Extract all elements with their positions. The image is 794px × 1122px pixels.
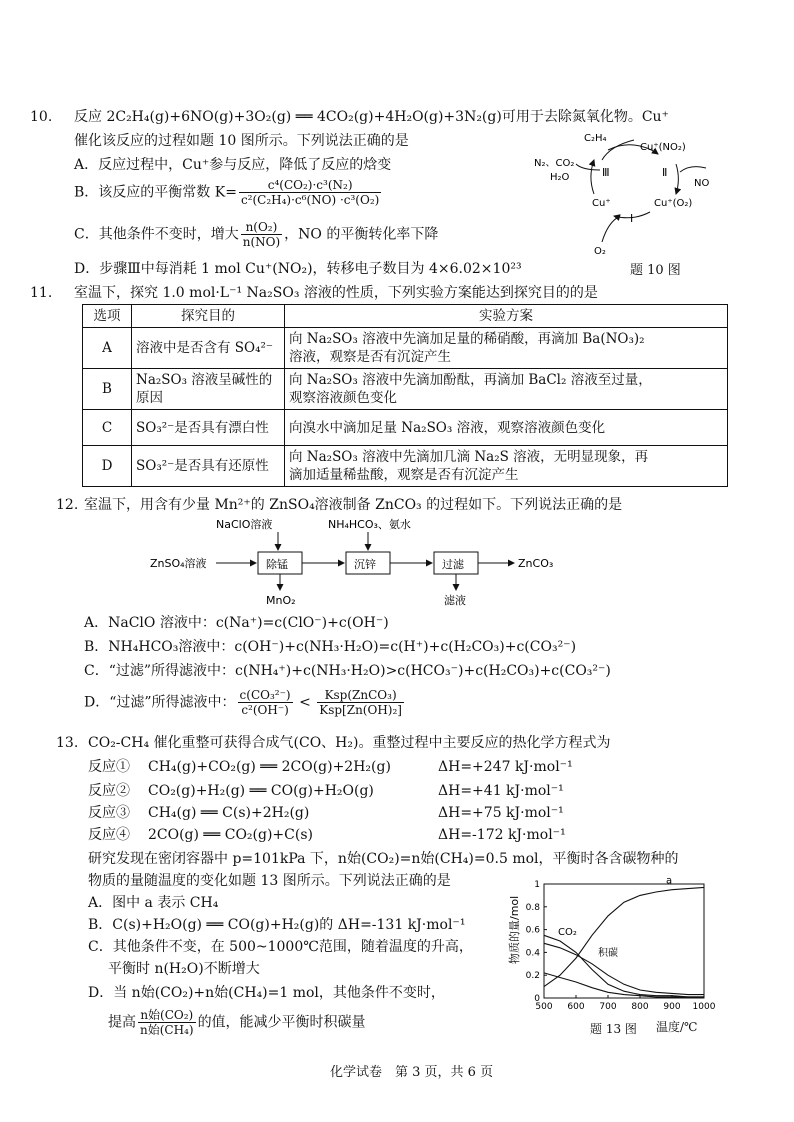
flow-box-filter-label: 过滤 <box>442 558 464 571</box>
flow-output-filtrate: 滤液 <box>444 594 466 607</box>
x-tick-label: 800 <box>631 1002 649 1012</box>
y-tick-label: 0 <box>534 994 540 1004</box>
series-label: CO₂ <box>558 927 577 938</box>
q13-reaction-1-eq: CH₄(g)+CO₂(g) ══ 2CO(g)+2H₂(g) <box>148 759 391 775</box>
q10-k-denominator: c²(C₂H₄)·c⁶(NO) ·c³(O₂) <box>240 193 380 207</box>
q10-ratio-denominator: n(NO) <box>242 235 281 249</box>
table-row <box>83 328 728 369</box>
q10-option-c-prefix: C．其他条件不变时，增大 <box>74 226 239 243</box>
q13-option-d-line2 <box>108 1008 366 1037</box>
q10-option-c-suffix: ，NO 的平衡转化率下降 <box>284 226 439 243</box>
table-row <box>83 369 728 410</box>
row-c-plan: 向溴水中滴加足量 Na₂SO₃ 溶液，观察溶液颜色变化 <box>285 410 728 446</box>
q13-option-d-line1: D．当 n始(CO₂)+n始(CH₄)=1 mol，其他条件不变时， <box>88 985 445 1001</box>
q10-k-numerator: c⁴(CO₂)·c³(N₂) <box>239 178 381 193</box>
q11-experiment-table <box>82 304 728 487</box>
row-d-goal: SO₃²⁻是否具有还原性 <box>132 446 285 487</box>
q13-option-a: A．图中 a 表示 CH₄ <box>88 895 219 911</box>
header-plan: 实验方案 <box>285 305 728 328</box>
cycle-c2h4-label: C₂H₄ <box>584 133 607 144</box>
cycle-n2co2-label: N₂、CO₂ <box>534 158 575 169</box>
header-goal: 探究目的 <box>132 305 285 328</box>
chart-y-axis-label: 物质的量/mol <box>508 895 521 964</box>
y-tick-label: 1 <box>534 880 540 890</box>
row-a-option: A <box>83 328 132 369</box>
y-tick-label: 0.4 <box>525 948 540 959</box>
q12-option-a: A．NaClO 溶液中：c(Na⁺)=c(ClO⁻)+c(OH⁻) <box>84 615 389 631</box>
header-option: 选项 <box>83 305 132 328</box>
q10-option-a: A．反应过程中，Cu⁺参与反应，降低了反应的焓变 <box>74 157 392 173</box>
table-header-row <box>83 305 728 328</box>
q13-reaction-3-dh: ΔH=+75 kJ·mol⁻¹ <box>438 805 564 821</box>
row-d-plan <box>285 446 728 487</box>
q13-reaction-2-dh: ΔH=+41 kJ·mol⁻¹ <box>438 783 564 799</box>
q12-option-d-prefix: D．“过滤”所得滤液中： <box>84 694 236 711</box>
row-b-plan <box>285 369 728 410</box>
row-a-goal: 溶液中是否含有 SO₄²⁻ <box>132 328 285 369</box>
row-d-plan-line2: 滴加适量稀盐酸，观察是否有沉淀产生 <box>289 467 519 483</box>
q13-reaction-4-eq: 2CO(g) ══ CO₂(g)+C(s) <box>148 827 313 843</box>
q11-number: 11. <box>30 285 53 301</box>
row-c-goal: SO₃²⁻是否具有漂白性 <box>132 410 285 446</box>
cycle-cuno2-label: Cu⁺(NO₂) <box>640 142 686 153</box>
row-d-option: D <box>83 446 132 487</box>
series-line-2 <box>544 943 704 994</box>
cycle-step2-label: Ⅱ <box>662 166 668 179</box>
q12-d-less-than: < <box>299 694 311 711</box>
q13-reaction-1-dh: ΔH=+247 kJ·mol⁻¹ <box>438 759 573 775</box>
row-c-option: C <box>83 410 132 446</box>
cycle-step3-label: Ⅲ <box>602 166 610 179</box>
page-footer: 化学试卷 第 3 页，共 6 页 <box>330 1065 494 1080</box>
series-label: 积碳 <box>598 947 618 959</box>
q13-d-denominator: n始(CH₄) <box>140 1023 194 1037</box>
q10-ratio-fraction <box>241 220 282 249</box>
q12-d-left-numerator: c(CO₃²⁻) <box>239 688 291 702</box>
cycle-h2o-label: H₂O <box>550 172 570 183</box>
q13-d-prefix: 提高 <box>108 1014 136 1031</box>
q10-stem-line1: 反应 2C₂H₄(g)+6NO(g)+3O₂(g) ══ 4CO₂(g)+4H₂O(g)+3N₂(g)可用于去除氮氧化物。Cu⁺ <box>74 109 669 125</box>
q13-chart-x-axis-label: 温度/℃ <box>656 1020 698 1034</box>
flow-box-demanganese-label: 除锰 <box>266 558 288 571</box>
q13-paragraph-line2: 物质的量随温度的变化如题 13 图所示。下列说法正确的是 <box>88 873 451 889</box>
q10-stem-line2: 催化该反应的过程如题 10 图所示。下列说法正确的是 <box>74 133 409 149</box>
flow-box-precipitate-zinc-label: 沉锌 <box>354 558 376 571</box>
cycle-no-label: NO <box>694 178 710 189</box>
q12-option-d <box>84 688 406 717</box>
cycle-step1-label: Ⅰ <box>630 212 634 225</box>
q10-k-fraction <box>239 178 381 207</box>
q13-paragraph-line1: 研究发现在密闭容器中 p=101kPa 下，n始(CO₂)=n始(CH₄)=0.5 mol，平衡时各含碳物种的 <box>88 851 679 867</box>
q13-option-c-line2: 平衡时 n(H₂O)不断增大 <box>108 961 260 977</box>
q10-number: 10. <box>30 109 53 125</box>
q10-cycle-diagram <box>530 124 730 272</box>
flow-start-znso4: ZnSO₄溶液 <box>150 557 207 570</box>
row-b-goal-line2: 原因 <box>136 390 163 406</box>
q12-flow-diagram <box>146 514 586 610</box>
table-row <box>83 410 728 446</box>
row-a-plan-line2: 溶液，观察是否有沉淀产生 <box>289 349 451 365</box>
table-row <box>83 446 728 487</box>
q13-d-numerator: n始(CO₂) <box>138 1008 196 1023</box>
q13-figure-caption: 题 13 图 <box>590 1022 637 1036</box>
q13-reaction-1-name: 反应① <box>88 759 130 775</box>
q13-option-b: B．C(s)+H₂O(g) ══ CO(g)+H₂(g)的 ΔH=-131 kJ·mol⁻¹ <box>88 917 466 933</box>
row-b-plan-line2: 观察溶液颜色变化 <box>289 390 397 406</box>
q12-d-left-denominator: c²(OH⁻) <box>241 703 289 717</box>
q13-reaction-3-name: 反应③ <box>88 805 130 821</box>
q12-d-fraction-right <box>317 688 404 717</box>
q13-d-fraction <box>138 1008 196 1037</box>
q13-stem: CO₂-CH₄ 催化重整可获得合成气(CO、H₂)。重整过程中主要反应的热化学方程式为 <box>88 735 611 751</box>
q10-option-d: D．步骤Ⅲ中每消耗 1 mol Cu⁺(NO₂)，转移电子数目为 4×6.02×10²³ <box>74 261 522 277</box>
chart-lines <box>544 876 704 997</box>
flow-input-nh4hco3: NH₄HCO₃、氨水 <box>328 518 411 531</box>
x-tick-label: 700 <box>599 1002 617 1012</box>
cycle-o2-label: O₂ <box>594 246 606 257</box>
row-a-plan-line1: 向 Na₂SO₃ 溶液中先滴加足量的稀硝酸，再滴加 Ba(NO₃)₂ <box>289 331 645 347</box>
q12-d-right-denominator: Ksp[Zn(OH)₂] <box>319 703 402 717</box>
q10-figure-caption: 题 10 图 <box>630 263 681 278</box>
row-b-goal-line1: Na₂SO₃ 溶液呈碱性的 <box>136 372 273 388</box>
y-tick-label: 0.2 <box>525 971 540 982</box>
series-label: a <box>666 875 673 887</box>
q10-option-b <box>74 178 383 207</box>
q12-option-b: B．NH₄HCO₃溶液中：c(OH⁻)+c(NH₃·H₂O)=c(H⁺)+c(H₂CO₃)+c(CO₃²⁻) <box>84 639 577 655</box>
q12-d-fraction-left <box>238 688 293 717</box>
q13-reaction-2-eq: CO₂(g)+H₂(g) ══ CO(g)+H₂O(g) <box>148 783 374 799</box>
flow-output-mno2: MnO₂ <box>266 594 296 607</box>
cycle-cu-label: Cu⁺ <box>592 198 611 209</box>
x-tick-label: 1000 <box>692 1002 716 1012</box>
flow-end-znco3: ZnCO₃ <box>518 557 554 570</box>
q13-reaction-2-name: 反应② <box>88 783 130 799</box>
q13-reaction-3-eq: CH₄(g) ══ C(s)+2H₂(g) <box>148 805 310 821</box>
q13-number: 13. <box>56 735 79 751</box>
chart-frame <box>544 884 704 998</box>
x-tick-label: 600 <box>567 1002 585 1012</box>
flow-input-naclo: NaClO溶液 <box>216 518 273 531</box>
q12-d-right-numerator: Ksp(ZnCO₃) <box>317 688 404 703</box>
series-line-3 <box>544 973 704 997</box>
row-b-goal <box>132 369 285 410</box>
row-b-option: B <box>83 369 132 410</box>
row-d-plan-line1: 向 Na₂SO₃ 溶液中先滴加几滴 Na₂S 溶液，无明显现象，再 <box>289 449 649 465</box>
x-tick-label: 900 <box>663 1002 681 1012</box>
q10-option-c <box>74 220 438 249</box>
q13-option-c-line1: C．其他条件不变，在 500~1000℃范围，随着温度的升高， <box>88 939 473 955</box>
q10-option-b-prefix: B．该反应的平衡常数 K= <box>74 184 237 201</box>
q13-d-suffix: 的值，能减少平衡时积碳量 <box>197 1014 366 1031</box>
row-a-plan <box>285 328 728 369</box>
y-tick-label: 0.6 <box>525 925 540 936</box>
y-tick-label: 0.8 <box>525 902 540 913</box>
x-tick-label: 500 <box>535 1002 553 1012</box>
q12-stem: 室温下，用含有少量 Mn²⁺的 ZnSO₄溶液制备 ZnCO₃ 的过程如下。下列说法正确的是 <box>84 497 623 513</box>
q13-reaction-4-dh: ΔH=-172 kJ·mol⁻¹ <box>438 827 566 843</box>
q10-ratio-numerator: n(O₂) <box>241 220 282 235</box>
chart-axes <box>544 884 704 998</box>
q13-equilibrium-chart <box>504 874 718 1034</box>
cycle-cuo2-label: Cu⁺(O₂) <box>654 198 693 209</box>
q12-number: 12. <box>56 497 79 513</box>
q13-reaction-4-name: 反应④ <box>88 827 130 843</box>
row-b-plan-line1: 向 Na₂SO₃ 溶液中先滴加酚酞，再滴加 BaCl₂ 溶液至过量， <box>289 372 652 388</box>
q12-option-c: C．“过滤”所得滤液中：c(NH₄⁺)+c(NH₃·H₂O)>c(HCO₃⁻)+c(H₂CO₃)+c(CO₃²⁻) <box>84 663 611 679</box>
q11-stem: 室温下，探究 1.0 mol·L⁻¹ Na₂SO₃ 溶液的性质，下列实验方案能达到探究目的的是 <box>74 285 598 301</box>
